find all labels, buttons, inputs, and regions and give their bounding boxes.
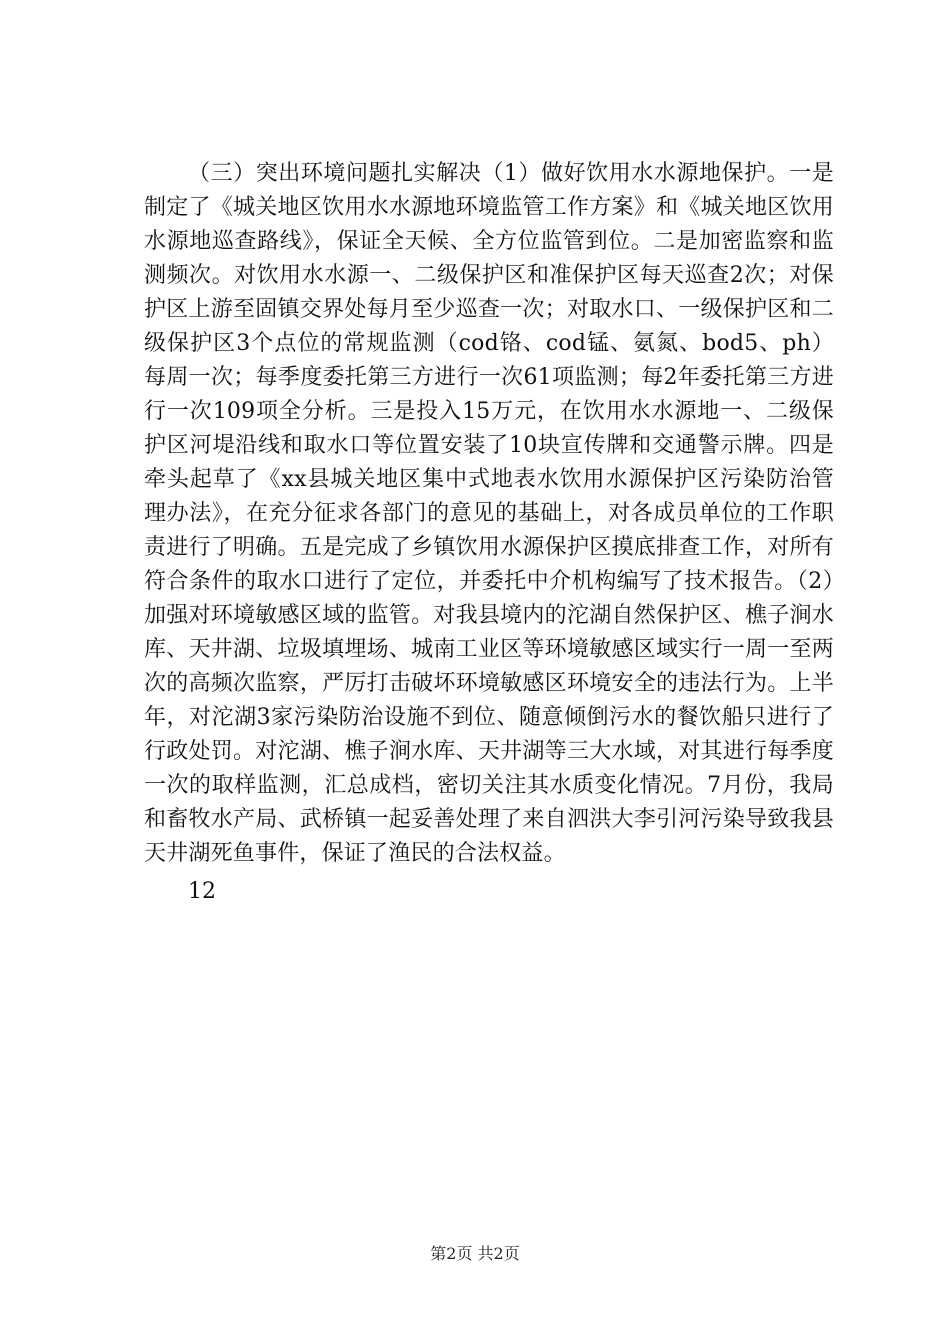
body-paragraph: （三）突出环境问题扎实解决（1）做好饮用水水源地保护。一是制定了《城关地区饮用水水源地环境监管工作方案》和《城关地区饮用水源地巡查路线》，保证全天候、全方位监管到位。二是加密监察和监测频次。对饮用水水源一、二级保护区和准保护区每天巡查2次；对保护区上游至固镇交界处每月至少巡查一次；对取水口、一级保护区和二级保护区3个点位的常规监测（cod铬、cod锰、氨氮、bod5、ph）每周一次；每季度委托第三方进行一次61项监测；每2年委托第三方进行一次109项全分析。三是投入15万元，在饮用水水源地一、二级保护区河堤沿线和取水口等位置安装了10块宣传牌和交通警示牌。四是牵头起草了《xx县城关地区集中式地表水饮用水源保护区污染防治管理办法》，在充分征求各部门的意见的基础上，对各成员单位的工作职责进行了明确。五是完成了乡镇饮用水源保护区摸底排查工作，对所有符合条件的取水口进行了定位，并委托中介机构编写了技术报告。（2）加强对环境敏感区域的监管。对我县境内的沱湖自然保护区、樵子涧水库、天井湖、垃圾填埋场、城南工业区等环境敏感区域实行一周一至两次的高频次监察，严厉打击破坏环境敏感区环境安全的违法行为。上半年，对沱湖3家污染防治设施不到位、随意倾倒污水的餐饮船只进行了行政处罚。对沱湖、樵子涧水库、天井湖等三大水域，对其进行每季度一次的取样监测，汇总成档，密切关注其水质变化情况。7月份，我局和畜牧水产局、武桥镇一起妥善处理了来自泗洪大李引河污染导致我县天井湖死鱼事件，保证了渔民的合法权益。	[144, 161, 834, 866]
document-body	[144, 157, 834, 909]
body-paragraph-number: 12	[188, 879, 216, 904]
page-footer: 第2页 共2页	[430, 1244, 520, 1263]
